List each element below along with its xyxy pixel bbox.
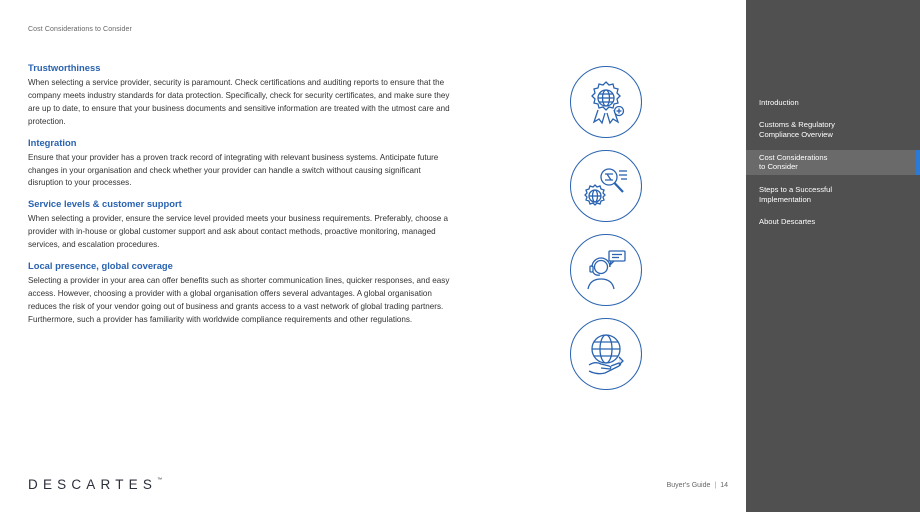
section-heading: Service levels & customer support xyxy=(28,198,182,210)
nav-item-about-descartes[interactable]: About Descartes xyxy=(759,217,816,227)
nav-list xyxy=(746,96,920,237)
section-body: When selecting a service provider, security is paramount. Check certifications and auditing reports to ensure that the company meets industry standards for data protection. Specifically, check for security certificates, and make sure they are up to date, to ensure that your business documents and sensitive information are treated with the utmost care and protection. xyxy=(28,78,450,126)
page-footer xyxy=(667,482,728,489)
globe-hand-icon xyxy=(570,318,642,390)
descartes-logo xyxy=(28,477,162,492)
nav-item-cost-considerations[interactable]: Cost Considerations to Consider xyxy=(746,150,920,175)
page-number: 14 xyxy=(720,482,728,489)
nav-item-introduction[interactable]: Introduction xyxy=(759,98,799,107)
section-service-levels xyxy=(28,198,458,252)
section-body: Selecting a provider in your area can offer benefits such as shorter communication lines, quicker responses, and easy access. However, choosing a provider with a global organisation offers several advantages. A global organisation reduces the risk of your vendor going out of business and grants access to a vast network of global trading partners. Furthermore, such a provider has familiarity with worldwide compliance requirements and other regulations. xyxy=(28,276,450,324)
content-column xyxy=(28,62,458,335)
section-body: Ensure that your provider has a proven track record of integrating with relevant business systems. Anticipate future changes in your organisation and check whether your provider can handle a switch without causing significant disruption to your processes. xyxy=(28,152,439,188)
guide-label: Buyer's Guide xyxy=(666,482,711,489)
logo-text: DESCARTES xyxy=(28,477,158,492)
search-globe-icon xyxy=(570,150,642,222)
logo-trademark: ™ xyxy=(157,477,163,483)
nav-item-customs-compliance[interactable]: Customs & Regulatory Compliance Overview xyxy=(759,120,835,139)
icon-column xyxy=(570,66,646,402)
section-trustworthiness xyxy=(28,62,458,129)
footer-separator: | xyxy=(714,482,717,489)
section-body: When selecting a provider, ensure the service level provided meets your business requirements. Preferably, choose a provider with in-house or global customer support and ask about contact methods, proactive monitoring, managed services, and escalation procedures. xyxy=(28,214,449,250)
section-integration xyxy=(28,137,458,191)
section-heading: Trustworthiness xyxy=(28,62,101,73)
section-heading: Local presence, global coverage xyxy=(28,260,173,272)
section-local-presence xyxy=(28,260,458,327)
award-globe-icon xyxy=(570,66,642,138)
support-agent-icon xyxy=(570,234,642,306)
nav-item-steps-implementation[interactable]: Steps to a Successful Implementation xyxy=(759,185,833,205)
section-header-label: Cost Considerations to Consider xyxy=(28,26,132,33)
section-heading: Integration xyxy=(28,136,77,148)
sidebar-nav xyxy=(746,0,920,512)
